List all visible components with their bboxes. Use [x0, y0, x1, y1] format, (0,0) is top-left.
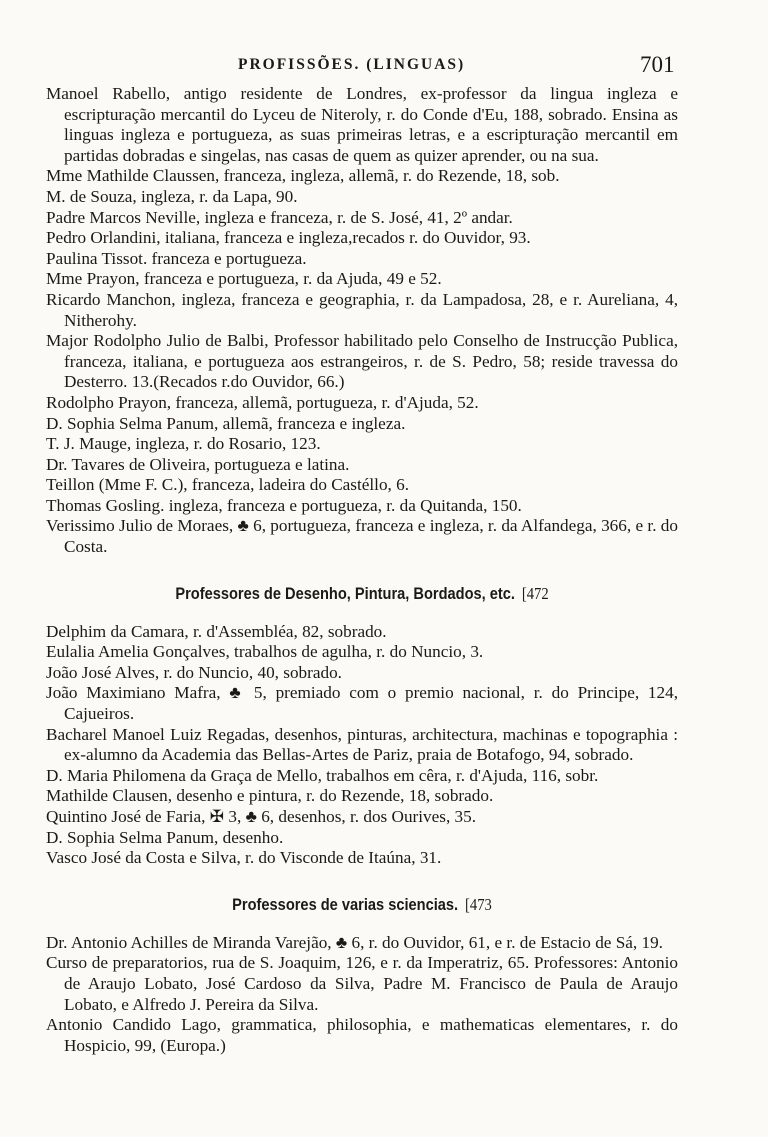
directory-entry: Major Rodolpho Julio de Balbi, Professor habilitado pelo Conselho de Instrucção Publica, franceza, italiana, e portugueza aos estrangeiros, r. de S. Pedro, 58; reside travessa do Desterro. 13.(Recados r.do Ouvidor, 66.) [46, 331, 678, 392]
directory-entry: T. J. Mauge, ingleza, r. do Rosario, 123. [46, 434, 321, 454]
drawing-list [46, 622, 678, 869]
directory-entry: Mathilde Clausen, desenho e pintura, r. do Rezende, 18, sobrado. [46, 786, 494, 806]
section-heading-desenho [90, 584, 634, 604]
directory-entry: Thomas Gosling. ingleza, franceza e portugueza, r. da Quitanda, 150. [46, 495, 522, 515]
directory-entry: João José Alves, r. do Nuncio, 40, sobrado. [46, 662, 342, 682]
directory-entry: Pedro Orlandini, italiana, franceza e ingleza,recados r. do Ouvidor, 93. [46, 228, 531, 248]
directory-entry: Bacharel Manoel Luiz Regadas, desenhos, pinturas, architectura, machinas e topographia : ex-alumno da Academia das Bellas-Artes de Pariz, praia de Botafogo, 94, sobrado. [46, 724, 678, 765]
section-number: [472 [521, 583, 549, 603]
directory-entry: Eulalia Amelia Gonçalves, trabalhos de agulha, r. do Nuncio, 3. [46, 642, 484, 662]
directory-entry: Mme Mathilde Claussen, franceza, ingleza, allemã, r. do Rezende, 18, sob. [46, 166, 560, 186]
directory-entry: Manoel Rabello, antigo residente de Londres, ex-professor da lingua ingleza e escripturação mercantil do Lyceu de Niteroly, r. do Conde d'Eu, 188, sobrado. Ensina as linguas ingleza e portugueza, as suas primeiras letras, e a escripturação mercantil em partidas dobradas e singelas, nas casas de quem as quizer aprender, ou na sua. [46, 84, 678, 165]
page-content [46, 84, 678, 1056]
directory-entry: Ricardo Manchon, ingleza, franceza e geographia, r. da Lampadosa, 28, e r. Aureliana, 4, Nitherohy. [46, 289, 678, 330]
directory-entry: Dr. Antonio Achilles de Miranda Varejão, ♣ 6, r. do Ouvidor, 61, e r. de Estacio de Sá, 19. [46, 932, 663, 952]
directory-entry: Delphim da Camara, r. d'Assembléa, 82, sobrado. [46, 621, 387, 641]
directory-entry: Paulina Tissot. franceza e portugueza. [46, 248, 307, 268]
directory-entry: Padre Marcos Neville, ingleza e franceza, r. de S. José, 41, 2º andar. [46, 207, 513, 227]
languages-list [46, 84, 678, 558]
page-number: 701 [640, 52, 675, 77]
directory-entry: Antonio Candido Lago, grammatica, philosophia, e mathematicas elementares, r. do Hospicio, 99, (Europa.) [46, 1015, 678, 1055]
directory-entry: Dr. Tavares de Oliveira, portugueza e latina. [46, 454, 350, 474]
page-header [0, 52, 768, 82]
directory-entry: Mme Prayon, franceza e portugueza, r. da Ajuda, 49 e 52. [46, 269, 442, 289]
directory-entry: Verissimo Julio de Moraes, ♣ 6, portugueza, franceza e ingleza, r. da Alfandega, 366, e r. do Costa. [46, 516, 678, 557]
directory-entry: D. Sophia Selma Panum, desenho. [46, 827, 284, 847]
directory-entry: Vasco José da Costa e Silva, r. do Visconde de Itaúna, 31. [46, 848, 442, 868]
directory-entry: D. Maria Philomena da Graça de Mello, trabalhos em cêra, r. d'Ajuda, 116, sobr. [46, 765, 599, 785]
section-title: Professores de Desenho, Pintura, Bordados, etc. [175, 583, 515, 603]
running-title: PROFISSÕES. (LINGUAS) [238, 56, 466, 73]
directory-entry: Rodolpho Prayon, franceza, allemã, portugueza, r. d'Ajuda, 52. [46, 392, 479, 412]
directory-entry: D. Sophia Selma Panum, allemã, franceza e ingleza. [46, 413, 406, 433]
directory-entry: Teillon (Mme F. C.), franceza, ladeira do Castéllo, 6. [46, 475, 410, 495]
section-heading-sciencias [90, 895, 634, 915]
directory-entry: Curso de preparatorios, rua de S. Joaquim, 126, e r. da Imperatriz, 65. Professores: Antonio de Araujo Lobato, José Cardoso da Silva, Padre M. Francisco de Paula de Araujo Lobato, e Alfredo J. Pereira da Silva. [46, 953, 678, 1014]
directory-entry: M. de Souza, ingleza, r. da Lapa, 90. [46, 186, 298, 206]
sciences-list [46, 933, 678, 1057]
directory-entry: João Maximiano Mafra, ♣ 5, premiado com o premio nacional, r. do Principe, 124, Cajueiros. [46, 683, 678, 724]
directory-entry: Quintino José de Faria, ✠ 3, ♣ 6, desenhos, r. dos Ourives, 35. [46, 807, 477, 826]
section-number: [473 [465, 894, 492, 914]
section-title: Professores de varias sciencias. [232, 894, 459, 914]
